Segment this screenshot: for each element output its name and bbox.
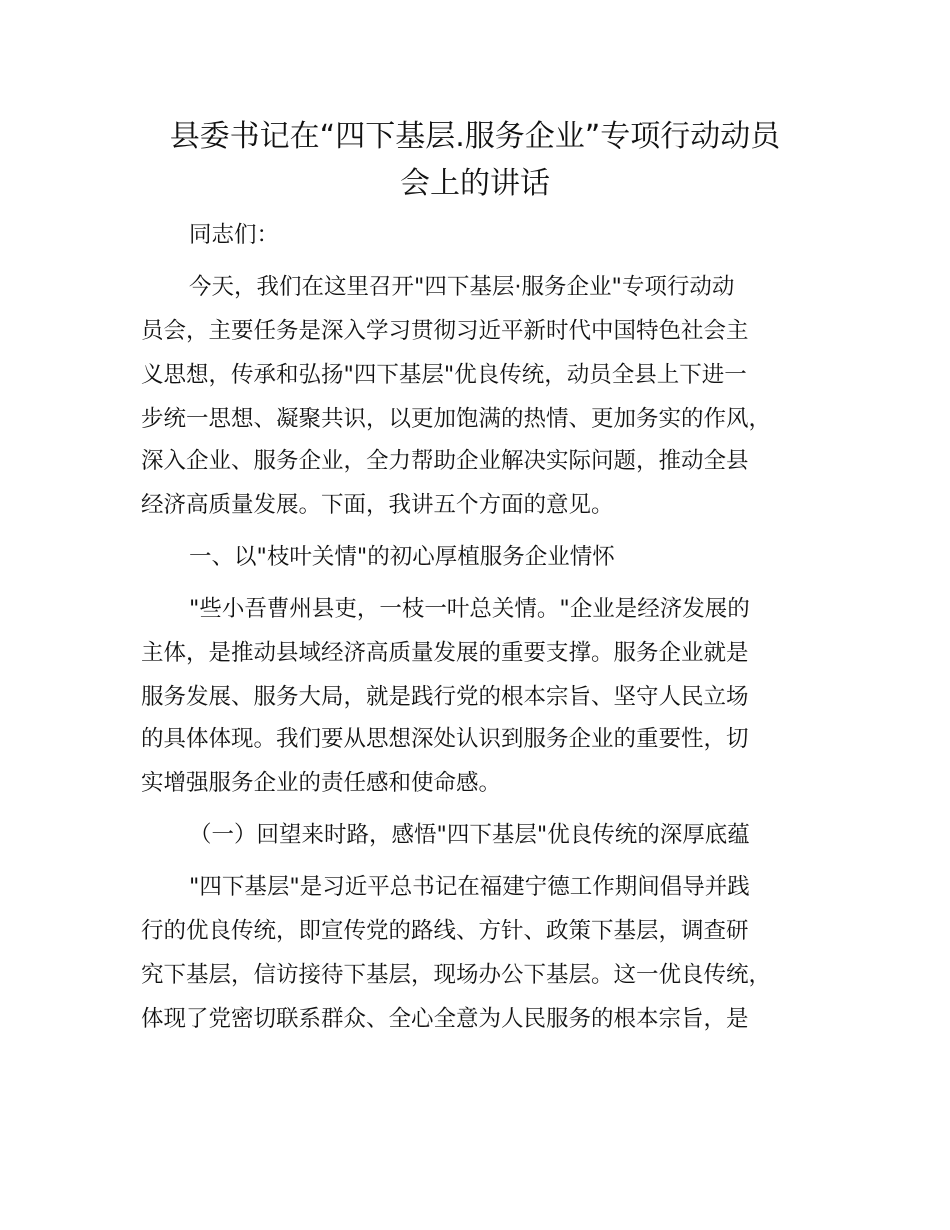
paragraph-1-line-5: 深入企业、服务企业，全力帮助企业解决实际问题，推动全县: [141, 448, 749, 474]
paragraph-1-line-1: 今天，我们在这里召开"四下基层·服务企业"专项行动动: [189, 274, 735, 300]
paragraph-2-line-1: "些小吾曹州县吏，一枝一叶总关情。"企业是经济发展的: [189, 596, 750, 622]
paragraph-2-line-3: 服务发展、服务大局，就是践行党的根本宗旨、坚守人民立场: [141, 684, 749, 710]
section-heading-1: 一、以"枝叶关情"的初心厚植服务企业情怀: [189, 544, 615, 570]
paragraph-3-line-3: 究下基层，信访接待下基层，现场办公下基层。这一优良传统，: [141, 962, 772, 988]
document-title-line-1: 县委书记在“四下基层.服务企业”专项行动动员: [169, 119, 781, 154]
paragraph-3-line-1: "四下基层"是习近平总书记在福建宁德工作期间倡导并践: [189, 874, 750, 900]
paragraph-2-line-4: 的具体体现。我们要从思想深处认识到服务企业的重要性，切: [141, 726, 749, 752]
paragraph-3-line-2: 行的优良传统，即宣传党的路线、方针、政策下基层，调查研: [141, 918, 749, 944]
paragraph-2-line-5: 实增强服务企业的责任感和使命感。: [141, 770, 502, 796]
paragraph-1-line-4: 步统一思想、凝聚共识，以更加饱满的热情、更加务实的作风，: [141, 406, 772, 432]
paragraph-1-line-2: 员会，主要任务是深入学习贯彻习近平新时代中国特色社会主: [141, 318, 749, 344]
paragraph-1-line-6: 经济高质量发展。下面，我讲五个方面的意见。: [141, 492, 614, 518]
greeting: 同志们：: [189, 222, 280, 248]
paragraph-1-line-3: 义思想，传承和弘扬"四下基层"优良传统，动员全县上下进一: [141, 362, 747, 388]
paragraph-2-line-2: 主体，是推动县域经济高质量发展的重要支撑。服务企业就是: [141, 640, 749, 666]
paragraph-3-line-4: 体现了党密切联系群众、全心全意为人民服务的根本宗旨，是: [141, 1006, 749, 1032]
subsection-heading-1: （一）回望来时路，感悟"四下基层"优良传统的深厚底蕴: [189, 822, 750, 848]
document-title-line-2: 会上的讲话: [400, 166, 550, 201]
